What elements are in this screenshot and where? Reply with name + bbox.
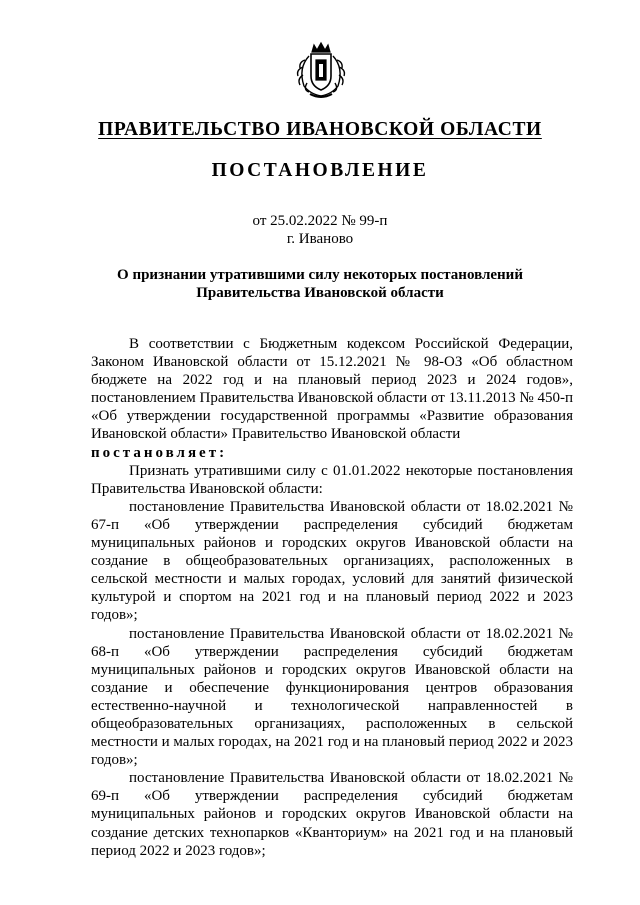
intro-paragraph: [91, 335, 573, 444]
list-item: постановление Правительства Ивановской области от 18.02.2021 № 67-п «Об утверждении распределения субсидий бюджетам муниципальных районов и городских округов Ивановской области на создание в общеобразовательных организациях, расположенных в сельской местности и малых городах, условий для занятий физической культурой и спортом на 2021 год и на плановый период 2022 и 2023 годов»;: [91, 498, 573, 624]
coat-of-arms-emblem: [290, 40, 352, 102]
decree-paragraph: [91, 444, 573, 462]
document-type: ПОСТАНОВЛЕНИЕ: [211, 160, 429, 181]
document-title-line-1: О признании утратившими силу некоторых постановлений: [117, 267, 523, 283]
document-body: [91, 335, 573, 860]
main-paragraph: Признать утратившими силу с 01.01.2022 некоторые постановления Правительства Ивановской области:: [91, 462, 573, 497]
list-item: постановление Правительства Ивановской области от 18.02.2021 № 68-п «Об утверждении распределения субсидий бюджетам муниципальных районов и городских округов Ивановской области на создание и обеспечение функционирования центров образования естественно-научной и технологической направленностей в общеобразовательных организациях, расположенных в сельской местности и малых городах, на 2021 год и на плановый период 2022 и 2023 годов»;: [91, 625, 573, 769]
city: г. Иваново: [286, 231, 354, 247]
list-item: постановление Правительства Ивановской области от 18.02.2021 № 69-п «Об утверждении распределения субсидий бюджетам муниципальных районов и городских округов Ивановской области на создание детских технопарков «Кванториум» на 2021 год и на плановый период 2022 и 2023 годов»;: [91, 770, 573, 859]
date-number: от 25.02.2022 № 99-п: [252, 213, 388, 229]
intro-text: В соответствии с Бюджетным кодексом Российской Федерации, Законом Ивановской области от 15.12.2021 № 98-ОЗ «Об областном бюджете на 2022 год и на плановый период 2023 и 2024 годов», постановлением Правительства Ивановской области от 13.11.2013 № 450-п «Об утверждении государственной программы «Развитие образования Ивановской области» Правительство Ивановской области: [91, 336, 573, 443]
decree-word: постановляет:: [91, 444, 228, 461]
organization-title: ПРАВИТЕЛЬСТВО ИВАНОВСКОЙ ОБЛАСТИ: [98, 119, 542, 140]
document-title-line-2: Правительства Ивановской области: [196, 285, 444, 301]
